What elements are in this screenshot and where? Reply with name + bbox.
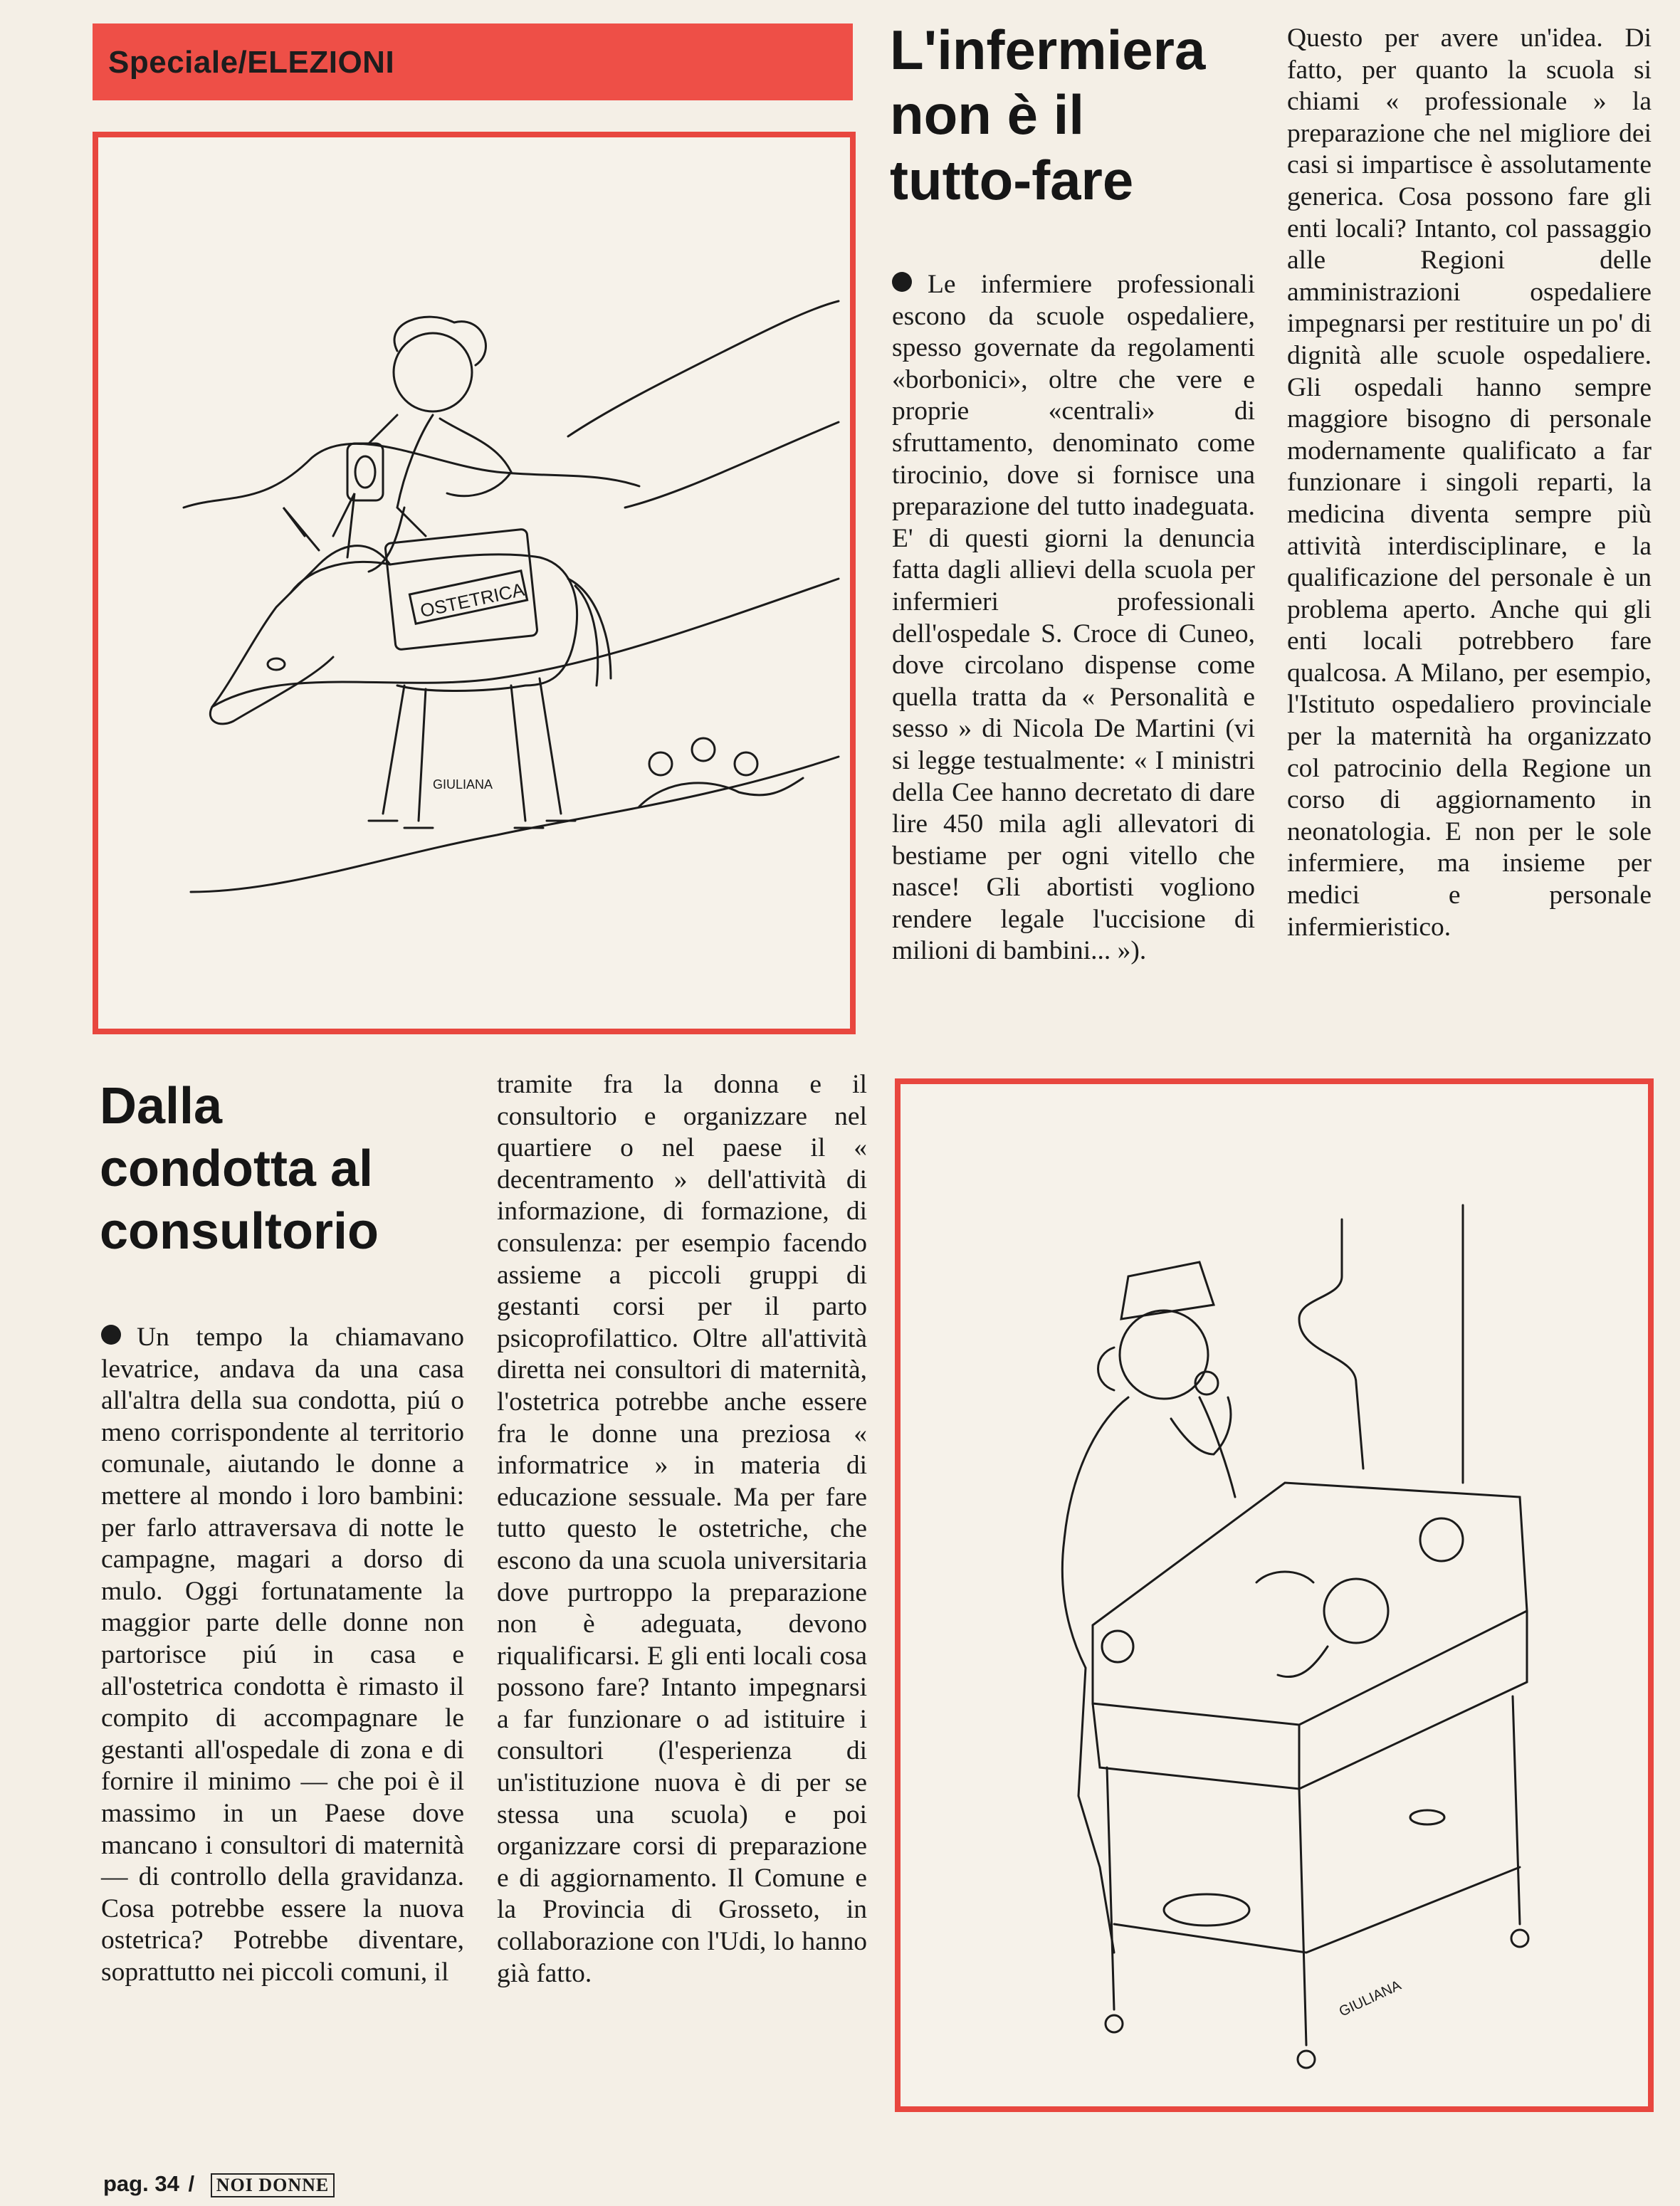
donkey-drawing	[98, 137, 850, 1029]
bullet-icon	[101, 1325, 121, 1345]
bag-label: OSTETRICA	[418, 578, 527, 622]
article1-text1: Le infermiere professionali escono da scuole ospedaliere, spesso governate da regolamenti «borbonici», oltre che vere e proprie «centrali» di sfruttamento, denominato come tirocinio, dove si fornisce una preparazione del tutto inadeguata. E' di questi giorni la denuncia fatta dagli allievi della scuola per infermieri professionali dell'ospedale S. Croce di Cuneo, dove circolano dispense come quella tratta da « Personalità e sesso » di Nicola De Martini (vi si legge testualmente: « I ministri della Cee hanno decretato di dare lire 450 mila agli allevatori di bestiame per ogni vitello che nasce! Gli abortisti vogliono rendere legale l'uccisione di milioni di bambini... »).	[892, 270, 1255, 966]
headline-infermiera: L'infermiera non è il tutto-fare	[890, 19, 1206, 211]
magazine-logo: NOI DONNE	[211, 2173, 335, 2197]
article2-text2: tramite fra la donna e il consultorio e organizzare nel quartiere o nel paese il « decentramento » dell'attività di informazione, di formazione, di consulenza: per esempio facendo assieme a piccoli gruppi di gestanti corsi per il parto psicoprofilattico. Oltre all'attività diretta nei consultori di maternità, l'ostetrica potrebbe anche essere fra le donne una preziosa « informatrice » in materia di educazione sessuale. Ma per fare tutto questo le ostetriche, che escono da una scuola universitaria dove purtroppo la preparazione non è adeguata, devono riqualificarsi. E gli enti locali cosa possono fare? Intanto impegnarsi a far funzionare o ad istituire i consultori (l'esperienza di un'istituzione nuova è di per se stessa una scuola) e poi organizzare corsi di preparazione e di aggiornamento. Il Comune e la Provincia di Grosseto, in collaborazione con l'Udi, lo hanno già fatto.	[497, 1070, 867, 1988]
article2-column2	[497, 1069, 867, 1990]
illustration2-signature: GIULIANA	[1336, 1977, 1404, 2020]
page-footer	[103, 2171, 335, 2197]
footer-separator: /	[188, 2171, 195, 2196]
page-number: pag. 34	[103, 2171, 179, 2196]
article2-column1	[101, 1322, 464, 1988]
incubator-drawing	[901, 1084, 1648, 2106]
article2-text1: Un tempo la chiamavano levatrice, andava da una casa all'altra della sua condotta, piú o meno corrispondente al territorio comunale, aiutando le donne a mettere al mondo i loro bambini: per farlo attraversava di notte le campagne, magari a dorso di mulo. Oggi fortunatamente la maggior parte delle donne non partorisce piú in casa e all'ostetrica condotta è rimasto il compito di accompagnare le gestanti all'ospedale di zona e di fornire il minimo — che poi è il massimo in un Paese dove mancano i consultori di maternità — di controllo della gravidanza. Cosa potrebbe essere la nuova ostetrica? Potrebbe diventare, soprattutto nei piccoli comuni, il	[101, 1323, 464, 1987]
article1-text2: Questo per avere un'idea. Di fatto, per quanto la scuola si chiami « professionale » la preparazione che nel migliore dei casi si impartisce è assolutamente generica. Cosa possono fare gli enti locali? Intanto, col passaggio alle Regioni delle amministrazioni ospedaliere impegnarsi per restituire un po' di dignità alle scuole ospedaliere. Gli ospedali hanno sempre maggiore bisogno di personale modernamente qualificato a far funzionare i singoli reparti, la medicina diventa sempre più attività interdisciplinare, e la qualificazione del personale è un problema aperto. Anche qui gli enti locali potrebbero fare qualcosa. A Milano, per esempio, l'Istituto ospedaliero provinciale per la maternità ha organizzato col patrocinio della Regione un corso di aggiornamento in neonatologia. E non per le sole infermiere, ma insieme per medici e personale infermieristico.	[1287, 23, 1652, 942]
article1-column2	[1287, 23, 1652, 943]
article1-column1	[892, 269, 1255, 967]
section-label: Speciale/ELEZIONI	[108, 45, 395, 80]
headline-condotta: Dalla condotta al consultorio	[100, 1078, 379, 1260]
illustration1-signature: GIULIANA	[433, 777, 493, 792]
bullet-icon	[892, 272, 912, 292]
section-banner	[93, 23, 853, 100]
illustration-nurse-incubator	[895, 1078, 1654, 2112]
illustration-midwife-donkey	[93, 132, 856, 1034]
